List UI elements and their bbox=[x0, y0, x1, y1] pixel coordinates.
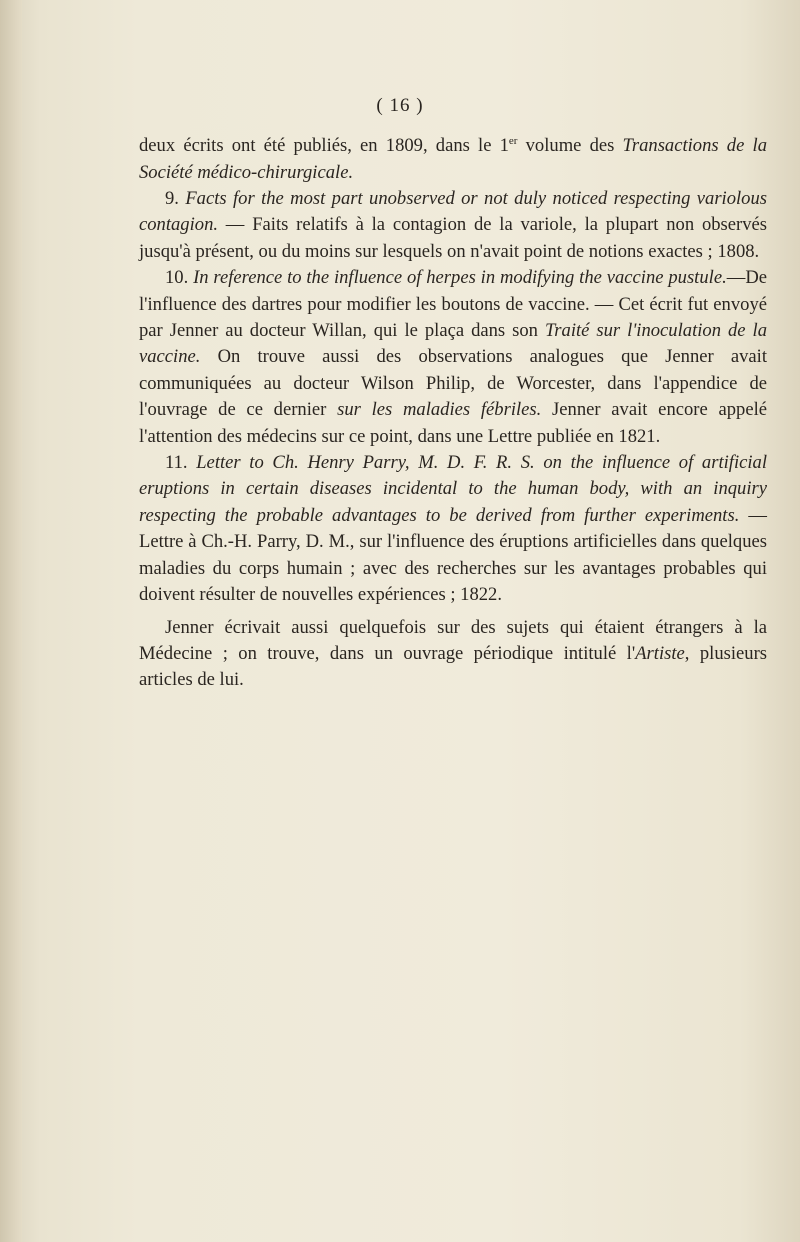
paragraph-item-11 bbox=[139, 450, 767, 608]
italic-title: In reference to the influence of herpes in modifying the vaccine pustule. bbox=[193, 267, 727, 289]
text-run: — Faits relatifs à la contagion de la variole, la plupart non observés jusqu'à présent, ou du moins sur lesquels on n'avait point de notions exactes ; 1808. bbox=[139, 214, 767, 262]
paragraph-item-9 bbox=[139, 186, 767, 265]
superscript: er bbox=[508, 135, 518, 147]
paragraph-item-10 bbox=[139, 265, 767, 450]
text-run: On trouve aussi des observations analogues que Jenner avait communiquées au docteur Wilson Philip, de Worcester, dans l'appendice de l'ouvrage de ce dernier bbox=[139, 346, 767, 421]
italic-title: Facts for the most part unobserved or not duly noticed respecting variolous contagion. bbox=[139, 188, 768, 236]
italic-title: Transactions de la Société médico-chirurgicale. bbox=[139, 135, 767, 183]
italic-title: sur les maladies fébriles. bbox=[337, 399, 542, 421]
text-run: — Lettre à Ch.-H. Parry, D. M., sur l'influence des éruptions artificielles dans quelques maladies du corps humain ; avec des recherches sur les avantages probables qui doivent résulter de nouvelles expériences ; 1822. bbox=[139, 504, 767, 606]
page-number: ( 16 ) bbox=[376, 95, 424, 116]
text-run: deux écrits ont été publiés, en 1809, dans le 1 bbox=[139, 135, 509, 157]
page-body bbox=[139, 128, 767, 694]
text-run: —De l'influence des dartres pour modifier les boutons de vaccine. — Cet écrit fut envoyé par Jenner au docteur Willan, qui le plaça dans son bbox=[139, 267, 767, 342]
italic-title: Artiste bbox=[635, 642, 685, 664]
paragraph-closing bbox=[139, 615, 767, 694]
item-number: 11. bbox=[165, 452, 197, 474]
item-number: 10. bbox=[165, 267, 194, 289]
text-run: , plusieurs articles de lui. bbox=[139, 642, 767, 691]
page-binding-edge bbox=[0, 0, 22, 1242]
text-run: Jenner écrivait aussi quelquefois sur des sujets qui étaient étrangers à la Médecine ; on trouve, dans un ouvrage périodique intitulé l' bbox=[139, 616, 767, 664]
paragraph-continuation bbox=[139, 128, 767, 186]
item-number: 9. bbox=[165, 188, 186, 209]
text-run: volume des bbox=[517, 135, 623, 157]
italic-title: Traité sur l'inoculation de la vaccine. bbox=[139, 320, 767, 368]
italic-title: Letter to Ch. Henry Parry, M. D. F. R. S. on the influence of artificial eruptions in certain diseases incidental to the human body, with an inquiry respecting the probable advantages to be derived from further experiments. bbox=[139, 452, 767, 526]
text-run: Jenner avait encore appelé l'attention des médecins sur ce point, dans une Lettre publiée en 1821. bbox=[139, 399, 767, 447]
